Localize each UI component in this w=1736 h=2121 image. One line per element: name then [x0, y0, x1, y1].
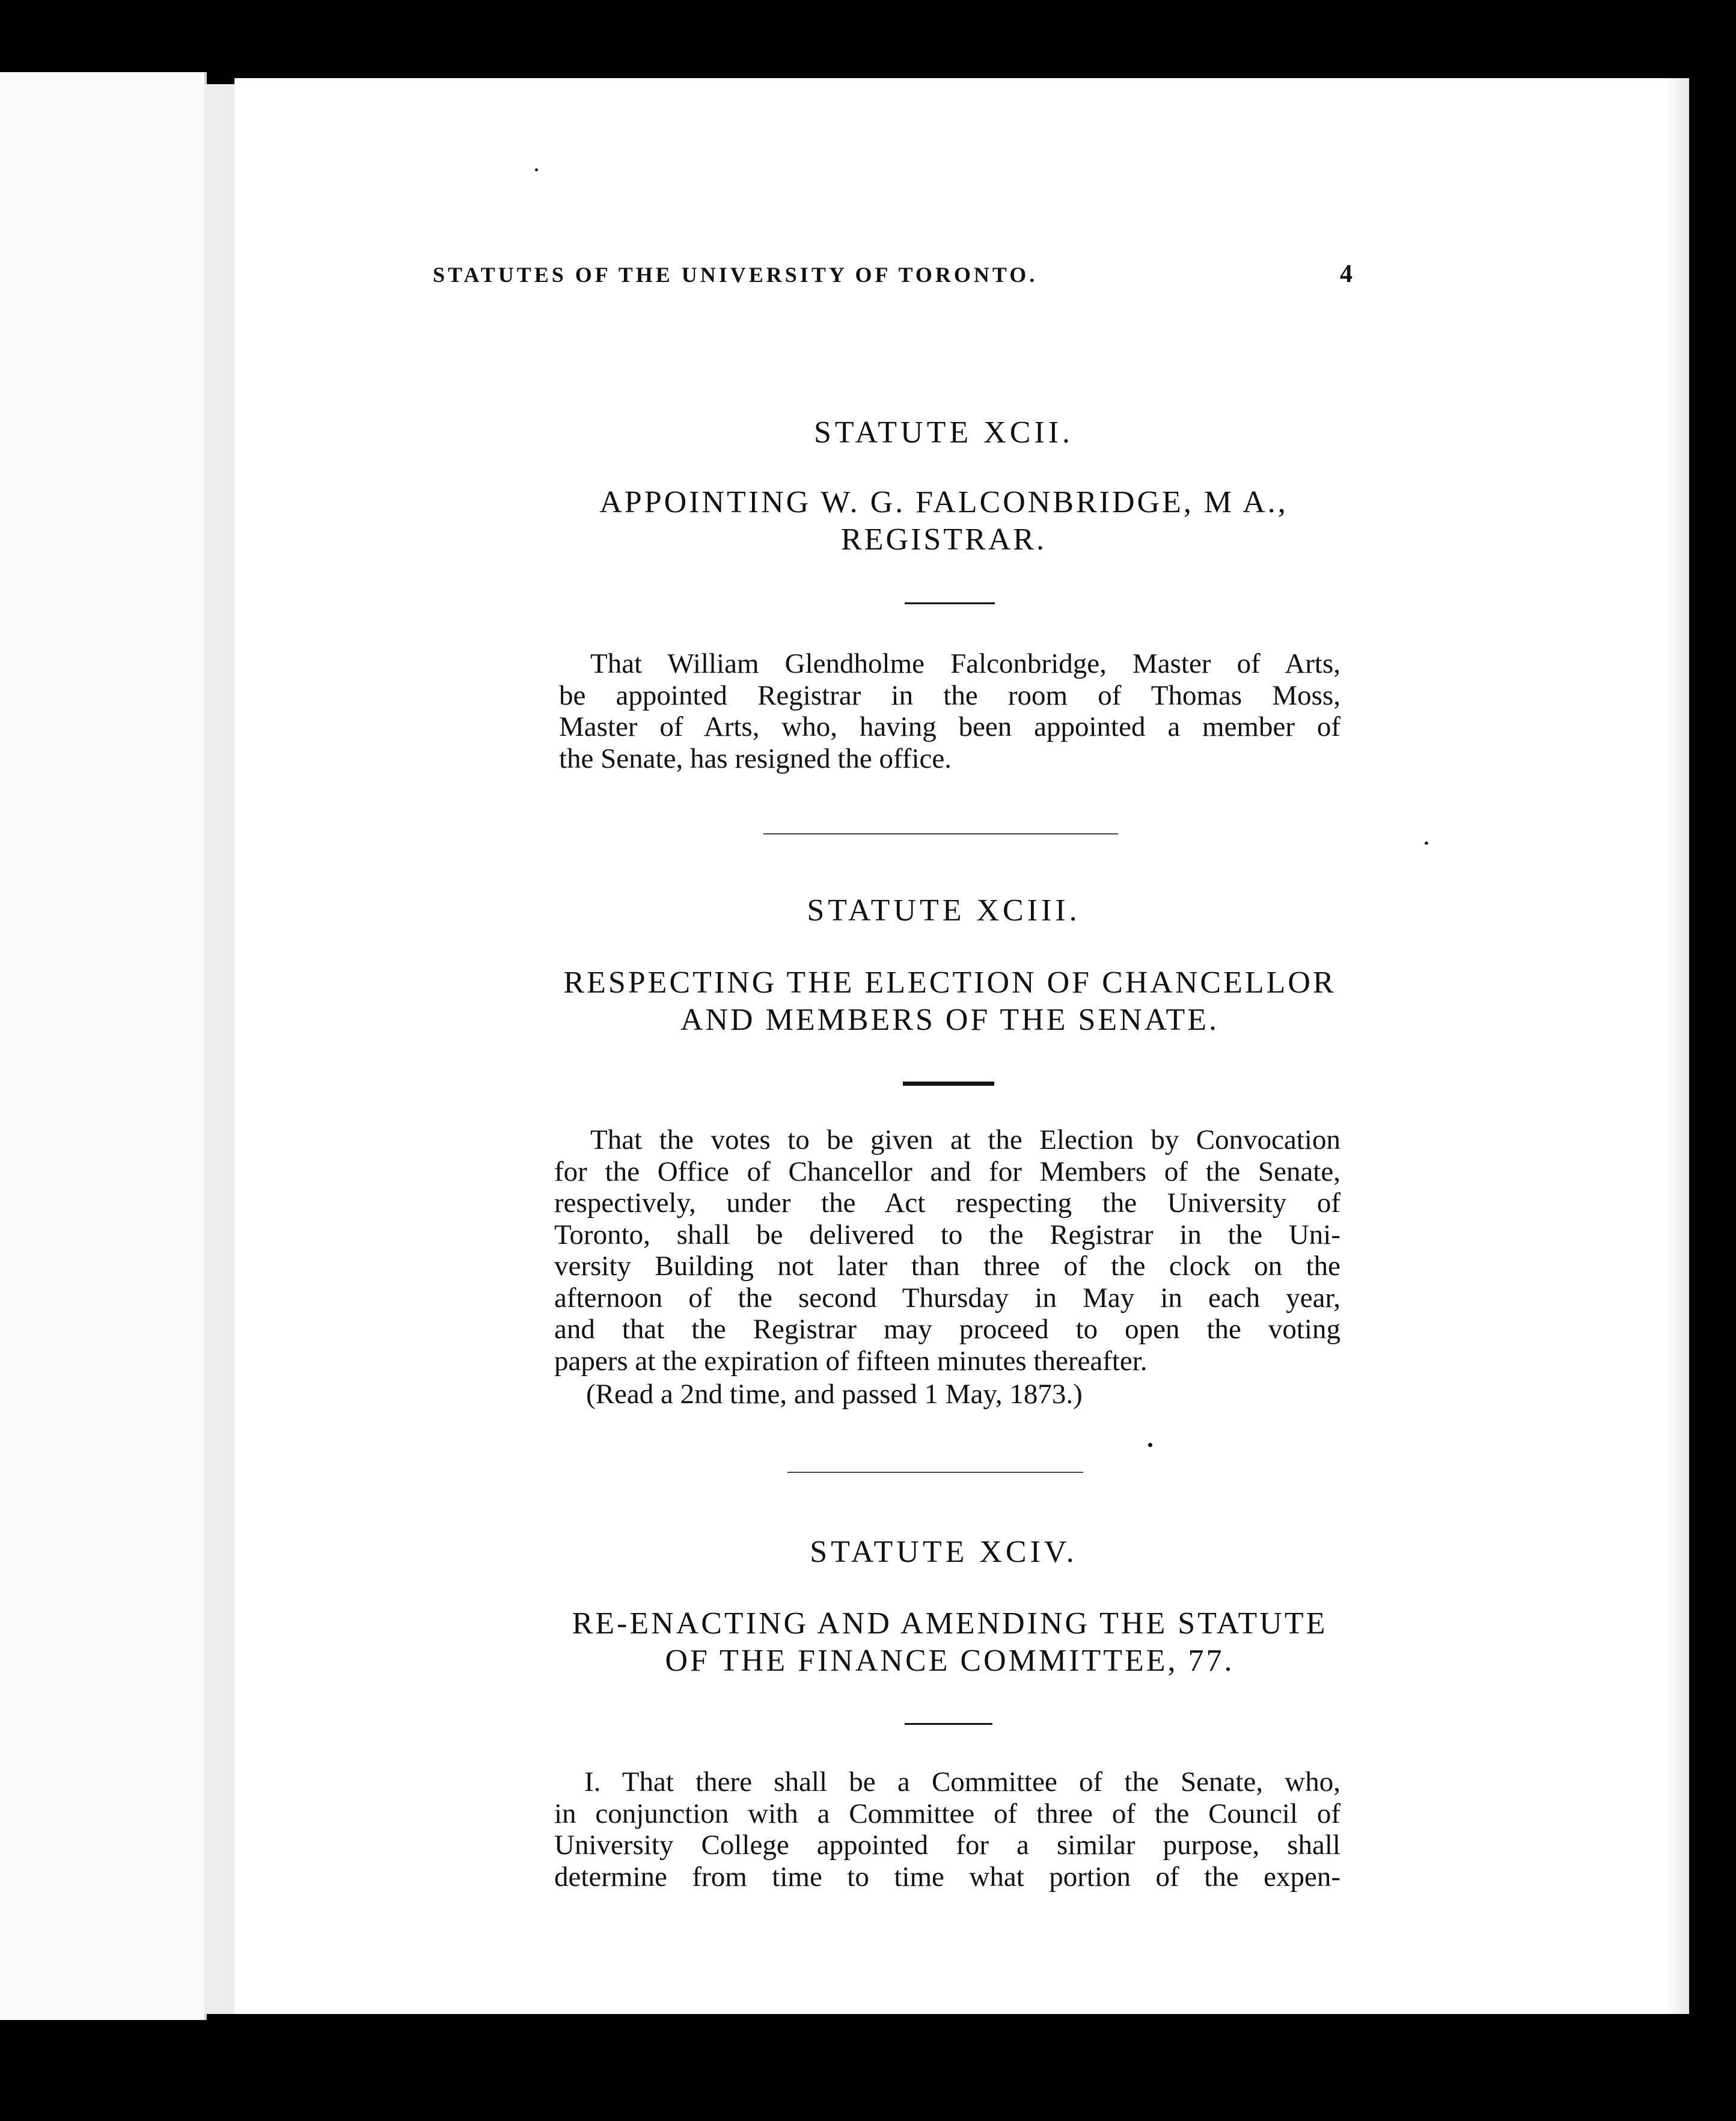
statute-xcii-body	[559, 648, 1340, 774]
page-number: 4	[1340, 260, 1352, 288]
body-line: That the votes to be given at the Election by Convocation	[590, 1124, 1340, 1155]
statute-xcii-subject	[541, 484, 1346, 559]
body-line: the Senate, has resigned the office.	[559, 742, 952, 774]
heading-rule	[905, 1723, 992, 1725]
scan-speck	[1425, 842, 1428, 845]
passed-note-block	[586, 1379, 1392, 1410]
body-line: That William Glendholme Falconbridge, Master of Arts,	[590, 648, 1340, 679]
body-line: I. That there shall be a Committee of the Senate, who,	[584, 1766, 1340, 1798]
statute-xciv-heading: STATUTE XCIV.	[810, 1535, 1078, 1569]
page-gutter	[204, 84, 234, 2014]
passed-note: (Read a 2nd time, and passed 1 May, 1873.)	[586, 1379, 1083, 1410]
statute-xcii-heading: STATUTE XCII.	[813, 415, 1074, 450]
page-edge-shadow	[1665, 78, 1689, 2014]
statute-xcii-subject-line-2: REGISTRAR.	[841, 522, 1047, 557]
body-line: be appointed Registrar in the room of Thomas Moss,	[559, 679, 1340, 711]
statute-xcii-heading-block	[541, 415, 1346, 451]
body-line: afternoon of the second Thursday in May in each year,	[554, 1282, 1340, 1314]
body-line: Master of Arts, who, having been appointed a member of	[559, 711, 1340, 742]
heading-rule	[903, 1082, 994, 1086]
running-header	[433, 262, 1352, 298]
statute-xciii-body	[554, 1124, 1340, 1377]
statute-xciv-subject-line-2: OF THE FINANCE COMMITTEE, 77.	[665, 1644, 1235, 1678]
statute-xciv-heading-block	[541, 1534, 1346, 1570]
section-separator	[763, 833, 1118, 834]
statute-xciii-subject-line-1: RESPECTING THE ELECTION OF CHANCELLOR	[563, 966, 1336, 1000]
running-header-title: STATUTES OF THE UNIVERSITY OF TORONTO.	[433, 263, 1038, 287]
statute-xciv-body	[554, 1766, 1340, 1893]
body-line: determine from time to time what portion of the expen-	[554, 1861, 1340, 1893]
statute-xciii-subject-line-2: AND MEMBERS OF THE SENATE.	[680, 1003, 1220, 1037]
statute-xciii-heading: STATUTE XCIII.	[807, 893, 1081, 928]
scan-speck	[535, 168, 538, 171]
heading-rule	[905, 602, 995, 604]
body-line: University College appointed for a similar purpose, shall	[554, 1829, 1340, 1861]
body-line: Toronto, shall be delivered to the Registrar in the Uni-	[554, 1219, 1340, 1250]
facing-page-edge	[0, 72, 207, 2020]
body-line: papers at the expiration of fifteen minutes thereafter.	[554, 1345, 1148, 1377]
statute-xciv-subject-line-1: RE-ENACTING AND AMENDING THE STATUTE	[572, 1606, 1328, 1641]
scan-speck	[1148, 1443, 1152, 1447]
section-separator	[787, 1472, 1083, 1473]
body-line: in conjunction with a Committee of three of the Council of	[554, 1798, 1340, 1829]
body-line: respectively, under the Act respecting the University of	[554, 1187, 1340, 1219]
statute-xcii-subject-line-1: APPOINTING W. G. FALCONBRIDGE, M A.,	[599, 485, 1288, 519]
body-line: versity Building not later than three of the clock on the	[554, 1250, 1340, 1282]
body-line: and that the Registrar may proceed to open the voting	[554, 1314, 1340, 1345]
statute-xciii-heading-block	[541, 893, 1346, 929]
body-line: for the Office of Chancellor and for Members of the Senate,	[554, 1155, 1340, 1187]
statute-xciii-subject	[553, 964, 1346, 1039]
statute-xciv-subject	[553, 1605, 1346, 1680]
